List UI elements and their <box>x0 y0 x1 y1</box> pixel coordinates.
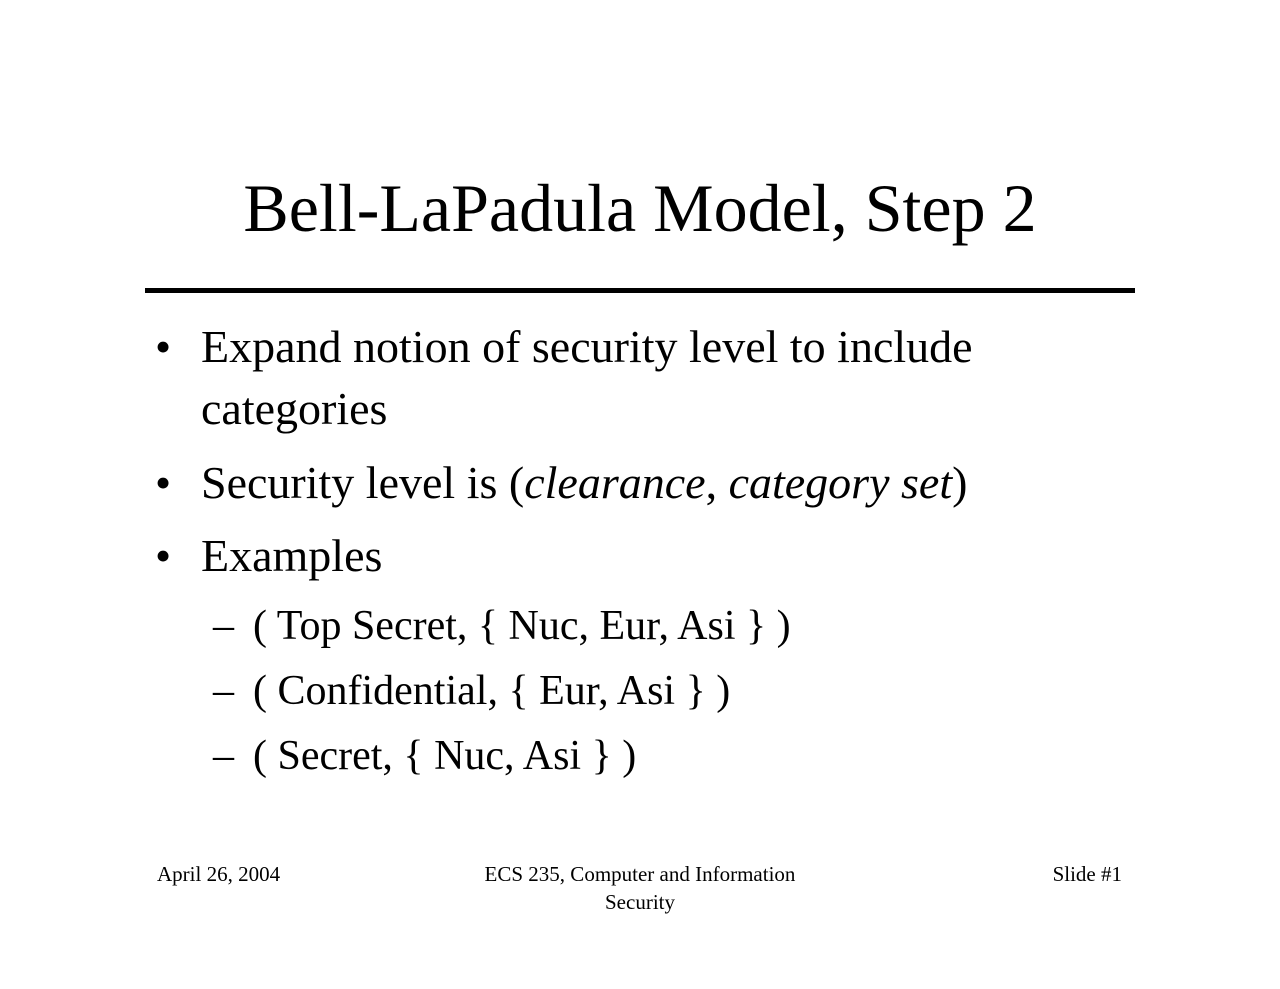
bullet-dot-icon: • <box>155 530 172 581</box>
bullet-item-1 <box>155 316 973 440</box>
example-item-1 <box>213 600 791 652</box>
category-set-term: category set <box>728 457 953 508</box>
example-text: ( Secret, { Nuc, Asi } ) <box>253 733 637 779</box>
bullet-text: Examples <box>201 530 383 581</box>
bullet-item-2 <box>155 452 967 514</box>
bullet-text-continued: categories <box>201 383 388 434</box>
example-text: ( Top Secret, { Nuc, Eur, Asi } ) <box>253 603 791 649</box>
bullet-text: Expand notion of security level to include <box>201 321 973 372</box>
example-item-2 <box>213 665 730 717</box>
bullet-dot-icon: • <box>155 321 172 372</box>
footer-course <box>440 860 840 916</box>
footer-course-line2: Security <box>605 890 675 914</box>
bullet-text-suffix: ) <box>952 457 968 508</box>
example-item-3 <box>213 730 636 782</box>
bullet-dot-icon: • <box>155 457 172 508</box>
footer-slide-number: Slide #1 <box>1052 862 1122 886</box>
example-text: ( Confidential, { Eur, Asi } ) <box>253 668 731 714</box>
bullet-item-3 <box>155 525 382 587</box>
dash-icon: – <box>213 668 234 714</box>
footer-course-line1: ECS 235, Computer and Information <box>484 862 796 886</box>
dash-icon: – <box>213 603 234 649</box>
title-divider <box>145 288 1135 293</box>
slide-title: Bell-LaPadula Model, Step 2 <box>243 170 1037 246</box>
clearance-term: clearance <box>524 457 706 508</box>
bullet-separator: , <box>705 457 729 508</box>
dash-icon: – <box>213 733 234 779</box>
footer-date: April 26, 2004 <box>157 862 281 886</box>
bullet-text-prefix: Security level is ( <box>201 457 525 508</box>
